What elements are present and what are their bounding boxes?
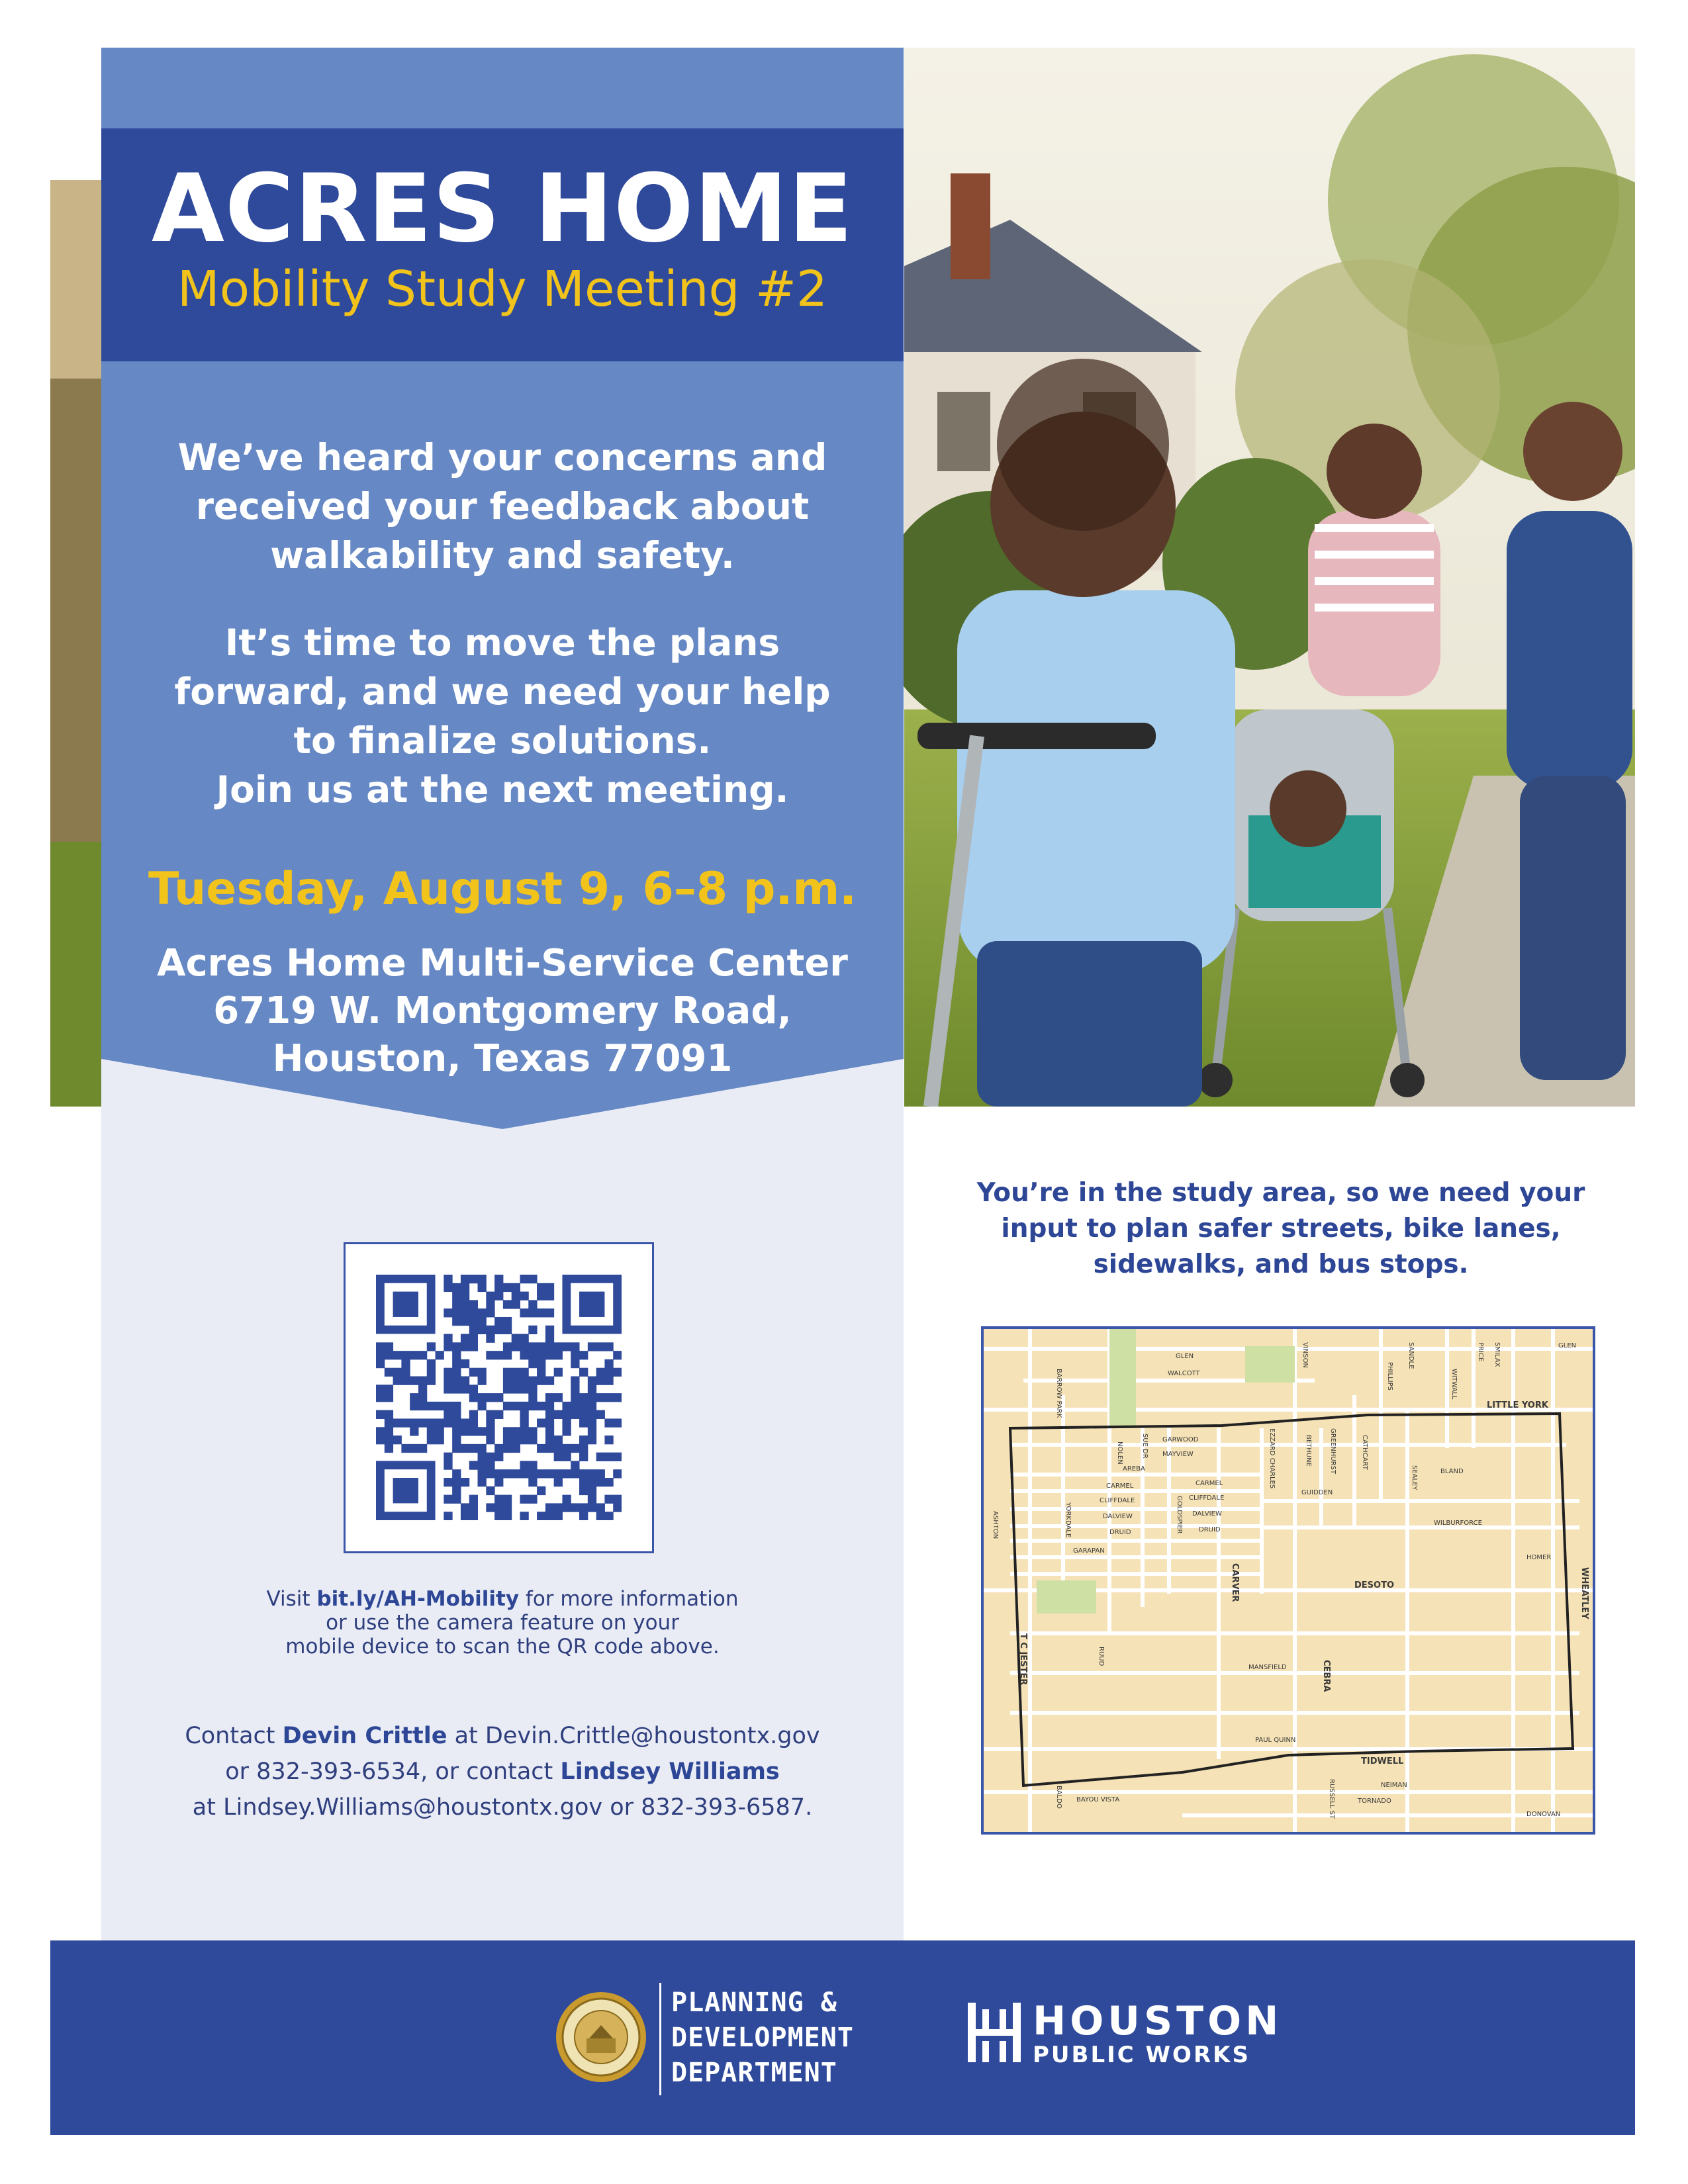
study-area-map[interactable] (981, 1326, 1595, 1835)
map-label: GLEN (1176, 1353, 1194, 1360)
study-line: sidewalks, and bus stops. (1093, 1250, 1469, 1279)
pdd-line: DEVELOPMENT (671, 2023, 854, 2053)
intro-line: Join us at the next meeting. (216, 768, 789, 811)
map-label: RUUD (1098, 1647, 1105, 1666)
map-label: MANSFIELD (1248, 1664, 1287, 1671)
map-label: AREBA (1123, 1465, 1145, 1473)
map-label: DALVIEW (1192, 1510, 1222, 1518)
top-band (101, 48, 904, 128)
map-label: BARROW PARK (1055, 1369, 1062, 1418)
contact-email-lindsey[interactable]: at Lindsey.Williams@houstontx.gov or 832-393-6587. (192, 1794, 813, 1821)
contact-info (101, 1718, 904, 1825)
map-label: ASHTON (992, 1511, 999, 1539)
map-label: WILBURFORCE (1434, 1520, 1482, 1527)
meeting-address (101, 940, 904, 1083)
map-label: RUSSELL ST (1328, 1779, 1335, 1819)
map-label: GARAPAN (1073, 1547, 1105, 1555)
map-label: SUE DR (1141, 1433, 1149, 1459)
map-label: CEBRA (1321, 1660, 1331, 1692)
study-line: You’re in the study area, so we need your (976, 1178, 1585, 1208)
map-label: EZZARD CHARLES (1268, 1428, 1276, 1489)
study-line: input to plan safer streets, bike lanes, (1001, 1214, 1561, 1244)
intro-line: received your feedback about (195, 485, 810, 527)
map-label: T C JESTER (1018, 1633, 1028, 1686)
pdd-line: DEPARTMENT (671, 2058, 837, 2088)
map-label: VINSON (1301, 1342, 1309, 1368)
map-label: WITWALL (1450, 1369, 1458, 1400)
map-label: NEIMAN (1381, 1782, 1407, 1789)
map-label: SMILAX (1493, 1342, 1501, 1367)
city-seal-icon (555, 1991, 647, 2083)
map-label: PRICE (1477, 1342, 1484, 1362)
map-label: CATHCART (1361, 1435, 1368, 1470)
map-label: SANDLE (1407, 1342, 1415, 1369)
map-label: BAYOU VISTA (1076, 1796, 1120, 1803)
map-label: YORKDALE (1064, 1502, 1072, 1538)
map-label: NOLEN (1116, 1441, 1123, 1465)
map-label: GUIDDEN (1301, 1489, 1333, 1496)
map-label: DESOTO (1354, 1580, 1395, 1590)
public-works-name: HOUSTON (1033, 1998, 1283, 2044)
map-label: BALDO (1055, 1786, 1062, 1809)
map-label: WALCOTT (1168, 1370, 1200, 1377)
map-label: LITTLE YORK (1487, 1400, 1548, 1410)
address-line: Acres Home Multi-Service Center (157, 942, 848, 985)
intro-line: We’ve heard your concerns and (177, 436, 827, 478)
intro-line: It’s time to move the plans (224, 621, 780, 664)
contact-name-lindsey: Lindsey Williams (560, 1758, 780, 1785)
map-label: GREENHURST (1329, 1428, 1336, 1475)
meeting-datetime: Tuesday, August 9, 6–8 p.m. (148, 863, 857, 915)
intro-line: walkability and safety. (270, 534, 735, 576)
address-line: Houston, Texas 77091 (272, 1037, 733, 1080)
map-label: WHEATLEY (1579, 1567, 1589, 1619)
map-label: CARMEL (1106, 1482, 1134, 1490)
map-label: DRUID (1199, 1526, 1221, 1533)
public-works-logo-icon (968, 2003, 1021, 2062)
map-label: TIDWELL (1361, 1756, 1404, 1766)
qr-code[interactable] (344, 1242, 654, 1553)
map-label: CARVER (1230, 1563, 1240, 1602)
map-label: PAUL QUINN (1255, 1737, 1296, 1744)
qr-code-icon (376, 1275, 622, 1520)
map-label: CLIFFDALE (1189, 1494, 1225, 1502)
map-label: BETHUNE (1305, 1435, 1312, 1467)
visit-line: mobile device to scan the QR code above. (285, 1635, 720, 1659)
map-label: DRUID (1109, 1529, 1131, 1536)
contact-email-devin[interactable]: at Devin.Crittle@houstontx.gov (447, 1723, 820, 1749)
study-link[interactable]: bit.ly/AH-Mobility (316, 1587, 520, 1611)
intro-line: to finalize solutions. (293, 719, 712, 762)
study-area-text (927, 1175, 1635, 1283)
address-line: 6719 W. Montgomery Road, (213, 989, 792, 1032)
map-label: PHILLIPS (1386, 1362, 1393, 1390)
map-label: HOMER (1526, 1554, 1552, 1561)
page-subtitle: Mobility Study Meeting #2 (177, 261, 828, 318)
intro-paragraph-1 (101, 433, 904, 580)
footer-divider (659, 1983, 661, 2095)
contact-text: or 832-393-6534, or contact (225, 1758, 561, 1785)
map-label: DONOVAN (1526, 1811, 1561, 1818)
map-label: CLIFFDALE (1100, 1497, 1135, 1504)
page-title: ACRES HOME (151, 154, 854, 263)
map-label: GOLDSPIER (1176, 1496, 1183, 1534)
public-works-subtitle: PUBLIC WORKS (1033, 2042, 1250, 2068)
visit-prefix: Visit (266, 1587, 317, 1611)
contact-name-devin: Devin Crittle (282, 1723, 447, 1749)
map-label: TORNADO (1358, 1797, 1391, 1805)
intro-line: forward, and we need your help (174, 670, 831, 713)
intro-paragraph-2 (101, 618, 904, 814)
planning-dept-logo (671, 1985, 854, 2091)
map-label: DALVIEW (1103, 1513, 1133, 1520)
map-label: SEALEY (1411, 1465, 1418, 1490)
map-label: BLAND (1440, 1468, 1464, 1475)
map-label: GLEN (1558, 1342, 1577, 1349)
map-label: GARWOOD (1162, 1436, 1199, 1443)
contact-text: Contact (185, 1723, 283, 1749)
visit-instructions (101, 1587, 904, 1659)
visit-line: or use the camera feature on your (326, 1611, 679, 1635)
map-label: CARMEL (1196, 1480, 1223, 1487)
visit-suffix: for more information (519, 1587, 739, 1611)
map-label: MAYVIEW (1162, 1451, 1194, 1458)
pdd-line: PLANNING & (671, 1987, 837, 2018)
